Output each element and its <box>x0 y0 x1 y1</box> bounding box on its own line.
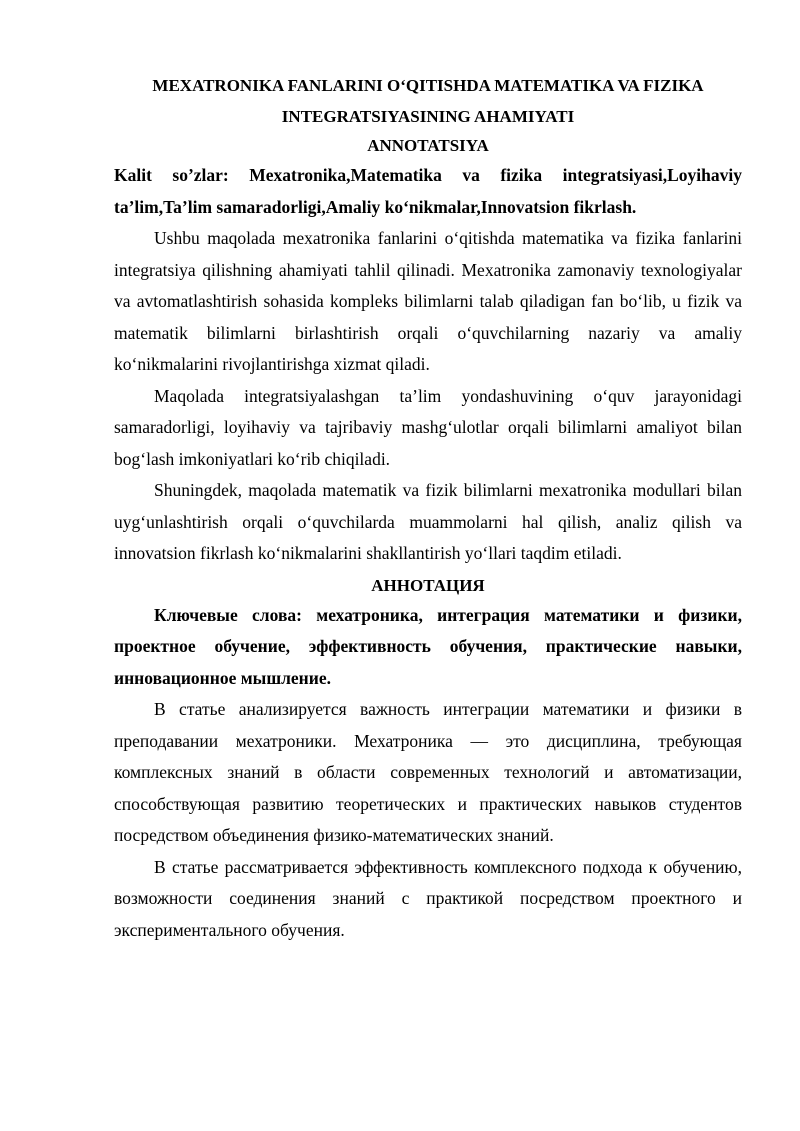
annotation-ru-paragraph-2: В статье рассматривается эффективность комплексного подхода к обучению, возможности соединения знаний с практикой посредством проектного и экспериментального обучения. <box>114 856 742 940</box>
document-page <box>114 70 742 946</box>
annotation-ru-section <box>114 572 742 947</box>
paper-title <box>114 70 742 132</box>
annotation-ru-keywords: Ключевые слова: мехатроника, интеграция математики и физики, проектное обучение, эффективность обучения, практические навыки, инновационное мышление. <box>114 604 742 688</box>
annotation-uz-keywords: Kalit so’zlar: Mexatronika,Matematika va fizika integratsiyasi,Loyihaviy ta’lim,Ta’lim samaradorligi,Amaliy ko‘nikmalar,Innovatsion fikrlash. <box>114 165 742 217</box>
annotation-uz-paragraph-3: Shuningdek, maqolada matematik va fizik bilimlarni mexatronika modullari bilan uyg‘unlashtirish orqali o‘quvchilarda muammolarni hal qilish, analiz qilish va innovatsion fikrlash ko‘nikmalarini shakllantirish yo‘llari taqdim etiladi. <box>114 480 742 563</box>
annotation-uz-paragraph-2: Maqolada integratsiyalashgan ta’lim yondashuvining o‘quv jarayonidagi samaradorligi, loyihaviy va tajribaviy mashg‘ulotlar orqali bilimlarni amaliyot bilan bog‘lash imkoniyatlari ko‘rib chiqiladi. <box>114 385 742 469</box>
paper-title-line-2: INTEGRATSIYASINING AHAMIYATI <box>281 107 575 126</box>
annotation-uz-section <box>114 132 742 570</box>
paper-title-line-1: MEXATRONIKA FANLARINI O‘QITISHDA MATEMATIKA VA FIZIKA <box>152 76 704 95</box>
annotation-ru-heading: АННОТАЦИЯ <box>371 575 485 595</box>
annotation-uz-paragraph-1: Ushbu maqolada mexatronika fanlarini o‘qitishda matematika va fizika fanlarini integratsiya qilishning ahamiyati tahlil qilinadi. Mexatronika zamonaviy texnologiyalar va avtomatlashtirish sohasida kompleks bilimlarni talab qiladigan fan bo‘lib, u fizik va matematik bilimlarni birlashtirish orqali o‘quvchilarning nazariy va amaliy ko‘nikmalarini rivojlantirishga xizmat qiladi. <box>114 228 742 374</box>
annotation-uz-heading: ANNOTATSIYA <box>367 136 489 155</box>
annotation-ru-paragraph-1: В статье анализируется важность интеграции математики и физики в преподавании мехатроники. Мехатроника — это дисциплина, требующая комплексных знаний в области современных технологий и автоматизации, способствующая развитию теоретических и практических навыков студентов посредством объединения физико-математических знаний. <box>114 699 742 845</box>
